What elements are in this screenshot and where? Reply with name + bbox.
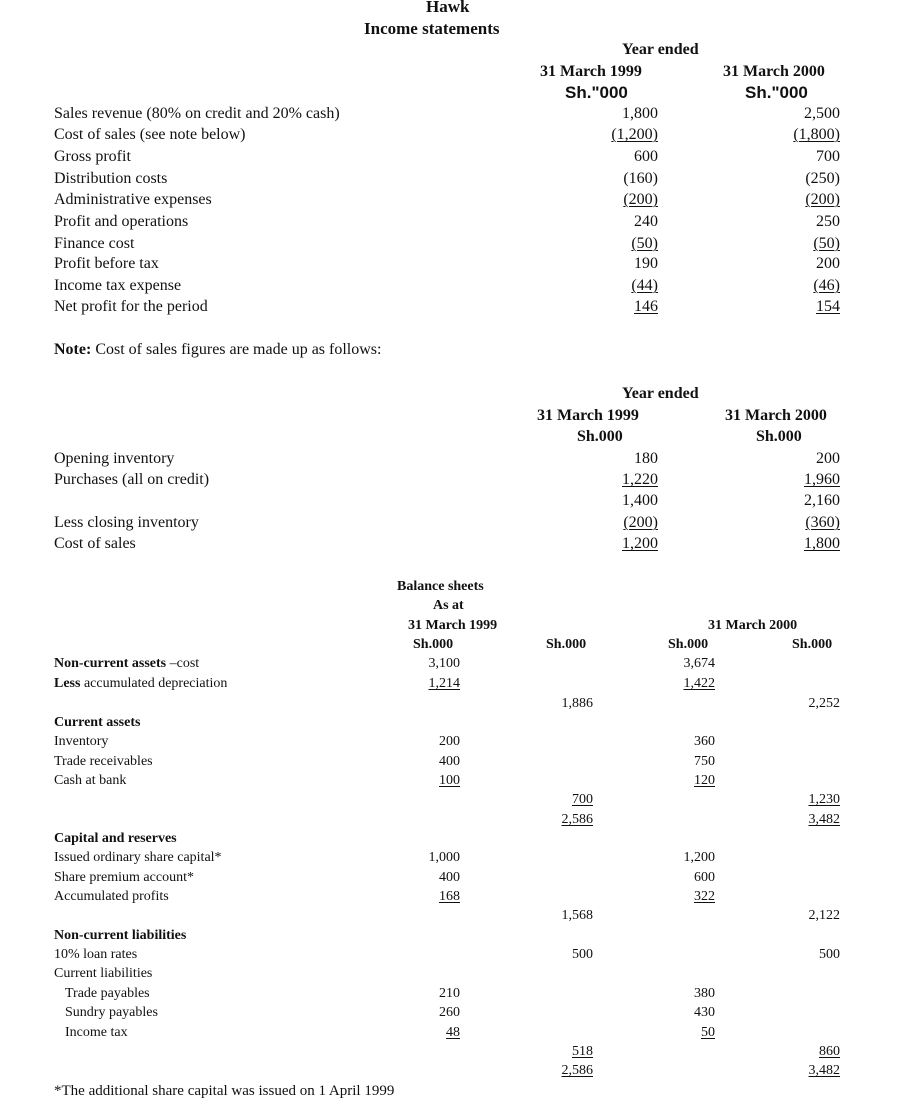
bs-as-at: As at bbox=[433, 598, 464, 613]
bs-cl-label: Trade payables bbox=[65, 986, 150, 1001]
bs-nca-net-2000: 2,252 bbox=[808, 696, 840, 711]
note-row-1999: 180 bbox=[634, 450, 658, 467]
is-row-2000: 154 bbox=[816, 298, 840, 315]
bs-nca-net-1999: 1,886 bbox=[561, 696, 593, 711]
bs-ca-1999: 200 bbox=[439, 734, 460, 749]
bs-unit-col4: Sh.000 bbox=[792, 637, 833, 652]
bs-loan-label: 10% loan rates bbox=[54, 947, 138, 962]
is-row-label: Profit and operations bbox=[54, 213, 189, 230]
bs-current-assets-heading: Current assets bbox=[54, 715, 141, 730]
bs-ca-1999: 400 bbox=[439, 754, 460, 769]
note-col-1999-unit: Sh.000 bbox=[577, 428, 623, 445]
note-text: Cost of sales figures are made up as follows: bbox=[91, 341, 382, 358]
is-row-label: Income tax expense bbox=[54, 277, 182, 294]
is-row-1999: (200) bbox=[623, 191, 658, 208]
bs-cl-2000: 430 bbox=[694, 1005, 715, 1020]
is-row-label: Finance cost bbox=[54, 235, 135, 252]
is-row-2000: (250) bbox=[805, 170, 840, 187]
is-row-label: Cost of sales (see note below) bbox=[54, 126, 246, 143]
bs-cr-label: Share premium account* bbox=[54, 870, 194, 885]
bs-cl-total-1999: 518 bbox=[572, 1044, 593, 1059]
bs-cl-1999: 260 bbox=[439, 1005, 460, 1020]
is-row-label: Sales revenue (80% on credit and 20% cash) bbox=[54, 105, 340, 122]
note-row-label: Less closing inventory bbox=[54, 514, 199, 531]
bs-unit-col3: Sh.000 bbox=[668, 637, 709, 652]
bs-nca-cost-2000: 3,674 bbox=[683, 656, 715, 671]
is-row-1999: 240 bbox=[634, 213, 658, 230]
bs-loan-1999: 500 bbox=[572, 947, 593, 962]
note-row-1999: 1,200 bbox=[622, 535, 658, 552]
bs-ca-label: Inventory bbox=[54, 734, 109, 749]
bs-unit-col2: Sh.000 bbox=[546, 637, 587, 652]
bs-liab-grand-1999: 2,586 bbox=[561, 1063, 593, 1078]
bs-cl-1999: 210 bbox=[439, 986, 460, 1001]
bs-cl-heading: Current liabilities bbox=[54, 966, 153, 981]
bs-loan-2000: 500 bbox=[819, 947, 840, 962]
note-row-2000: 2,160 bbox=[804, 492, 840, 509]
is-row-2000: 200 bbox=[816, 255, 840, 272]
is-row-1999: 1,800 bbox=[622, 105, 658, 122]
bs-ncl-heading: Non-current liabilities bbox=[54, 928, 187, 943]
bs-cr-2000: 600 bbox=[694, 870, 715, 885]
is-row-1999: 190 bbox=[634, 255, 658, 272]
bs-nca-dep-2000: 1,422 bbox=[683, 676, 715, 691]
note-col-1999-date: 31 March 1999 bbox=[537, 407, 639, 424]
note-period-header: Year ended bbox=[622, 385, 699, 402]
is-row-1999: 600 bbox=[634, 148, 658, 165]
is-row-1999: (160) bbox=[623, 170, 658, 187]
company-name: Hawk bbox=[426, 0, 470, 16]
note-row-2000: 200 bbox=[816, 450, 840, 467]
note-row-2000: (360) bbox=[805, 514, 840, 531]
is-row-2000: (200) bbox=[805, 191, 840, 208]
bs-cl-1999: 48 bbox=[446, 1025, 460, 1040]
bs-cr-total-1999: 1,568 bbox=[561, 908, 593, 923]
note-col-2000-date: 31 March 2000 bbox=[725, 407, 827, 424]
note-row-1999: (200) bbox=[623, 514, 658, 531]
note-row-label: Purchases (all on credit) bbox=[54, 471, 210, 488]
note-line bbox=[54, 342, 381, 358]
bs-cr-label: Issued ordinary share capital* bbox=[54, 850, 222, 865]
note-col-2000-unit: Sh.000 bbox=[756, 428, 802, 445]
is-row-1999: (44) bbox=[631, 277, 658, 294]
is-row-2000: (46) bbox=[813, 277, 840, 294]
is-row-label: Administrative expenses bbox=[54, 191, 212, 208]
bs-ca-2000: 360 bbox=[694, 734, 715, 749]
is-row-label: Net profit for the period bbox=[54, 298, 208, 315]
is-row-1999: (1,200) bbox=[611, 126, 658, 143]
note-row-2000: 1,800 bbox=[804, 535, 840, 552]
bs-ca-2000: 120 bbox=[694, 773, 715, 788]
is-col-1999-unit: Sh."000 bbox=[565, 83, 628, 102]
bs-liab-grand-2000: 3,482 bbox=[808, 1063, 840, 1078]
bs-cr-label: Accumulated profits bbox=[54, 889, 169, 904]
bs-ca-total-1999: 700 bbox=[572, 792, 593, 807]
bs-date-1999: 31 March 1999 bbox=[408, 618, 498, 633]
is-row-label: Profit before tax bbox=[54, 255, 159, 272]
bs-cr-2000: 322 bbox=[694, 889, 715, 904]
is-period-header: Year ended bbox=[622, 41, 699, 58]
is-col-1999-date: 31 March 1999 bbox=[540, 63, 642, 80]
bs-cl-2000: 50 bbox=[701, 1025, 715, 1040]
note-row-1999: 1,220 bbox=[622, 471, 658, 488]
is-row-2000: (50) bbox=[813, 235, 840, 252]
bs-cl-label: Sundry payables bbox=[65, 1005, 158, 1020]
bs-title: Balance sheets bbox=[397, 579, 484, 594]
bs-ca-1999: 100 bbox=[439, 773, 460, 788]
bs-cr-1999: 1,000 bbox=[428, 850, 460, 865]
bs-cl-2000: 380 bbox=[694, 986, 715, 1001]
is-row-1999: 146 bbox=[634, 298, 658, 315]
bs-ca-total-2000: 1,230 bbox=[808, 792, 840, 807]
note-row-2000: 1,960 bbox=[804, 471, 840, 488]
is-row-1999: (50) bbox=[631, 235, 658, 252]
bs-date-2000: 31 March 2000 bbox=[708, 618, 798, 633]
bs-cr-total-2000: 2,122 bbox=[808, 908, 840, 923]
bs-unit-col1: Sh.000 bbox=[413, 637, 454, 652]
bs-ca-label: Cash at bank bbox=[54, 773, 127, 788]
note-bold-label: Note: bbox=[54, 341, 92, 358]
is-row-2000: 250 bbox=[816, 213, 840, 230]
bs-nca-dep-1999: 1,214 bbox=[428, 676, 460, 691]
bs-nca-cost-1999: 3,100 bbox=[428, 656, 460, 671]
is-row-label: Gross profit bbox=[54, 148, 131, 165]
bs-cr-2000: 1,200 bbox=[683, 850, 715, 865]
bs-footnote: *The additional share capital was issued on 1 April 1999 bbox=[54, 1083, 395, 1099]
is-col-2000-date: 31 March 2000 bbox=[723, 63, 825, 80]
is-col-2000-unit: Sh."000 bbox=[745, 83, 808, 102]
bs-cr-1999: 400 bbox=[439, 870, 460, 885]
bs-assets-grand-2000: 3,482 bbox=[808, 812, 840, 827]
note-row-1999: 1,400 bbox=[622, 492, 658, 509]
is-row-2000: 700 bbox=[816, 148, 840, 165]
is-row-label: Distribution costs bbox=[54, 170, 168, 187]
bs-nca-dep-label: Less accumulated depreciation bbox=[54, 676, 228, 691]
note-row-label: Cost of sales bbox=[54, 535, 136, 552]
bs-cl-label: Income tax bbox=[65, 1025, 128, 1040]
bs-nca-cost-label: Non-current assets –cost bbox=[54, 656, 200, 671]
bs-assets-grand-1999: 2,586 bbox=[561, 812, 593, 827]
bs-ca-2000: 750 bbox=[694, 754, 715, 769]
is-row-2000: (1,800) bbox=[793, 126, 840, 143]
bs-cr-1999: 168 bbox=[439, 889, 460, 904]
note-row-label: Opening inventory bbox=[54, 450, 175, 467]
bs-cl-total-2000: 860 bbox=[819, 1044, 840, 1059]
is-row-2000: 2,500 bbox=[804, 105, 840, 122]
income-statement-title: Income statements bbox=[364, 19, 500, 38]
bs-capital-heading: Capital and reserves bbox=[54, 831, 177, 846]
bs-ca-label: Trade receivables bbox=[54, 754, 153, 769]
